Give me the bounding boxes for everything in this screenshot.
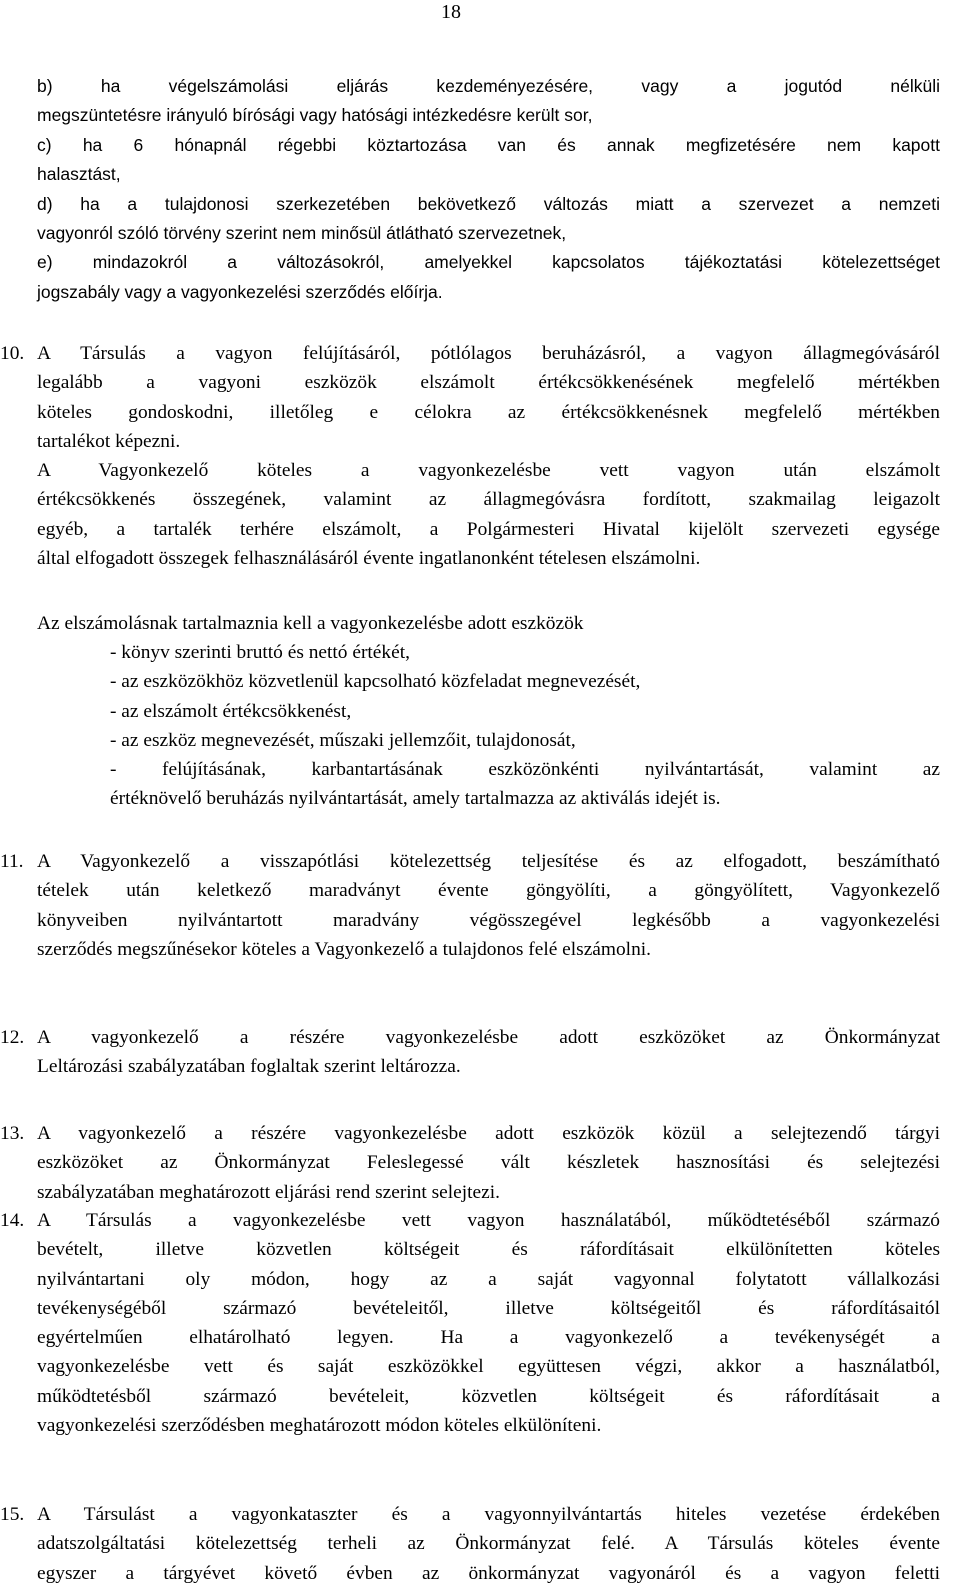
paragraph-number: 15.	[0, 1504, 25, 1525]
text-line: egyszer a tárgyévet követő évben az önkormányzat vagyonáról és a vagyon feletti	[37, 1562, 940, 1584]
list-item: értéknövelő beruházás nyilvántartását, amely tartalmazza az aktiválás idejét is.	[110, 788, 721, 810]
text-line: d) ha a tulajdonosi szerkezetében bekövetkező változás miatt a szervezet a nemzeti	[37, 193, 940, 214]
text-line: c) ha 6 hónapnál régebbi köztartozása van és annak megfizetésére nem kapott	[37, 134, 940, 155]
paragraph-number: 10.	[0, 343, 25, 364]
text-line: köteles gondoskodni, illetőleg e célokra az értékcsökkenésnek megfelelő mértékben	[37, 401, 940, 423]
list-item: - az eszközökhöz közvetlenül kapcsolható közfeladat megnevezését,	[110, 671, 641, 693]
list-item: - felújításának, karbantartásának eszközönkénti nyilvántartását, valamint az	[110, 759, 940, 781]
text-line: nyilvántartani oly módon, hogy az a saját vagyonnal folytatott vállalkozási	[37, 1268, 940, 1290]
text-line: A Vagyonkezelő a visszapótlási kötelezettség teljesítése és az elfogadott, beszámítható	[37, 851, 940, 872]
list-item: - az elszámolt értékcsökkenést,	[110, 700, 352, 722]
text-line: A Társulást a vagyonkataszter és a vagyonnyilvántartás hiteles vezetése érdekében	[37, 1504, 940, 1525]
paragraph-number: 11.	[0, 851, 24, 872]
text-line: jogszabály vagy a vagyonkezelési szerződés előírja.	[37, 281, 443, 302]
text-line: halasztást,	[37, 164, 121, 185]
text-line: vagyonkezelésbe vett és saját eszközökkel együttesen végzi, akkor a használatból,	[37, 1356, 940, 1378]
paragraph-12	[0, 1023, 940, 1082]
paragraph-10	[0, 339, 940, 573]
text-line: eszközöket az Önkormányzat Feleslegessé vált készletek hasznosítási és selejtezési	[37, 1152, 940, 1174]
text-line: b) ha végelszámolási eljárás kezdeményezésére, vagy a jogutód nélküli	[37, 76, 940, 96]
text-line: Leltározási szabályzatában foglaltak szerint leltározza.	[37, 1056, 461, 1078]
text-line: egyéb, a tartalék terhére elszámolt, a Polgármesteri Hivatal kijelölt szervezeti egysége	[37, 518, 940, 540]
paragraph-13	[0, 1119, 940, 1207]
paragraph-number: 14.	[0, 1210, 25, 1231]
paragraph-14	[0, 1206, 940, 1440]
text-line: által elfogadott összegek felhasználásáról évente ingatlanonként tételesen elszámolni.	[37, 548, 701, 570]
paragraph-number: 13.	[0, 1123, 25, 1144]
text-line: könyveiben nyilvántartott maradvány végösszegével legkésőbb a vagyonkezelési	[37, 909, 940, 931]
text-line: tevékenységéből származó bevételeitől, illetve költségeitől és ráfordításaitól	[37, 1297, 940, 1319]
text-line: legalább a vagyoni eszközök elszámolt értékcsökkenésének megfelelő mértékben	[37, 372, 940, 394]
text-line: A vagyonkezelő a részére vagyonkezelésbe adott eszközöket az Önkormányzat	[37, 1027, 940, 1048]
text-line: megszüntetésre irányuló bírósági vagy hatósági intézkedésre került sor,	[37, 105, 593, 126]
text-line: tartalékot képezni.	[37, 430, 181, 452]
text-line: értékcsökkenés összegének, valamint az állagmegóvásra fordított, szakmailag leigazolt	[37, 489, 940, 511]
text-line: A Társulás a vagyonkezelésbe vett vagyon használatából, működtetéséből származó	[37, 1210, 940, 1231]
paragraph-11	[0, 847, 940, 964]
text-line: e) mindazokról a változásokról, amelyekkel kapcsolatos tájékoztatási kötelezettséget	[37, 252, 940, 273]
list-item: - az eszköz megnevezését, műszaki jellemzőit, tulajdonosát,	[110, 729, 576, 751]
paragraph-15	[0, 1500, 940, 1588]
text-line: A Vagyonkezelő köteles a vagyonkezelésbe vett vagyon után elszámolt	[37, 460, 940, 482]
text-line: vagyonkezelési szerződésben meghatározott módon köteles elkülöníteni.	[37, 1415, 602, 1437]
text-line: tételek után keletkező maradványt évente göngyölíti, a göngyölített, Vagyonkezelő	[37, 880, 940, 902]
page-number: 18	[441, 1, 461, 23]
text-line: A Társulás a vagyon felújításáról, pótlólagos beruházásról, a vagyon állagmegóvásáról	[37, 343, 940, 364]
list-item: - könyv szerinti bruttó és nettó értékét,	[110, 642, 410, 663]
text-line: szabályzatában meghatározott eljárási rend szerint selejtezi.	[37, 1181, 500, 1203]
text-line: egyértelműen elhatárolható legyen. Ha a vagyonkezelő a tevékenységét a	[37, 1327, 940, 1349]
accounting-intro	[37, 609, 940, 638]
paragraph-number: 12.	[0, 1027, 25, 1048]
text-line: bevételt, illetve közvetlen költségeit és ráfordításait elkülönítetten köteles	[37, 1239, 940, 1261]
text-line: adatszolgáltatási kötelezettség terheli az Önkormányzat felé. A Társulás köteles évente	[37, 1533, 940, 1555]
text-line: vagyonról szóló törvény szerint nem minősül átlátható szervezetnek,	[37, 223, 567, 244]
text-line: működtetésből származó bevételeit, közvetlen költségeit és ráfordításait a	[37, 1385, 940, 1407]
text-line: szerződés megszűnésekor köteles a Vagyonkezelő a tulajdonos felé elszámolni.	[37, 938, 652, 960]
text-line: Az elszámolásnak tartalmaznia kell a vagyonkezelésbe adott eszközök	[37, 613, 584, 634]
text-line: A vagyonkezelő a részére vagyonkezelésbe adott eszközök közül a selejtezendő tárgyi	[37, 1123, 940, 1144]
section-items-b-e	[37, 72, 940, 307]
accounting-list	[110, 638, 940, 814]
